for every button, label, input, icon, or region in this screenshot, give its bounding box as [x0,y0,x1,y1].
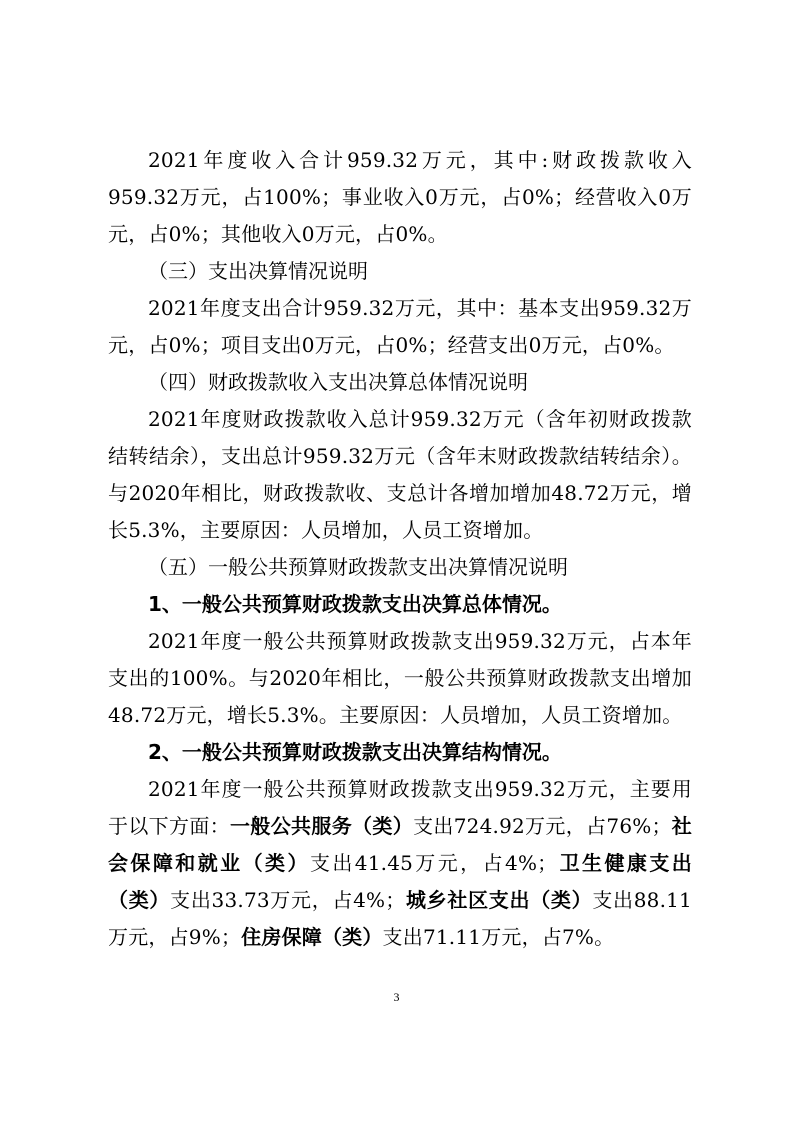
section-heading-4: （四）财政拨款收入支出决算总体情况说明 [148,370,528,394]
category-urban-rural-amount: 支出88.11万元，占9%； [108,888,692,949]
category-housing: 住房保障（类） [241,925,383,949]
category-housing-amount: 支出71.11万元，占7%。 [382,925,615,949]
general-budget-overall-paragraph: 2021年度一般公共预算财政拨款支出959.32万元，占本年支出的100%。与2020年相比，一般公共预算财政拨款支出增加48.72万元，增长5.3%。主要原因：人员增加，人员工资增加。 [108,629,692,727]
category-public-services-amount: 支出724.92万元，占76%； [413,814,672,838]
expenditure-summary-paragraph: 2021年度支出合计959.32万元，其中：基本支出959.32万元，占0%；项目支出0万元，占0%；经营支出0万元，占0%。 [108,296,692,357]
category-social-security: 社会保障和就业（类） [108,814,692,875]
fiscal-allocation-paragraph: 2021年度财政拨款收入总计959.32万元（含年初财政拨款结转结余），支出总计959.32万元（含年末财政拨款结转结余）。与2020年相比，财政拨款收、支总计各增加增加48.72万元，增长5.3%，主要原因：人员增加，人员工资增加。 [108,407,692,542]
document-body [108,142,692,956]
section-heading-3: （三）支出决算情况说明 [148,259,368,283]
category-health: 卫生健康支出（类） [108,851,692,912]
general-budget-structure-paragraph [108,771,692,956]
income-summary-paragraph: 2021年度收入合计959.32万元，其中:财政拨款收入959.32万元，占100%；事业收入0万元，占0%；经营收入0万元，占0%；其他收入0万元，占0%。 [108,148,692,246]
structure-intro: 2021年度一般公共预算财政拨款支出959.32万元，主要用于以下方面： [108,777,692,838]
category-social-security-amount: 支出41.45万元，占4%； [309,851,558,875]
subsection-heading-5-1: 1、一般公共预算财政拨款支出决算总体情况。 [148,592,562,616]
page-number: 3 [393,990,400,1004]
category-health-amount: 支出33.73万元，占4%； [170,888,406,912]
section-heading-5: （五）一般公共预算财政拨款支出决算情况说明 [148,555,568,579]
category-urban-rural: 城乡社区支出（类） [405,888,593,912]
category-public-services: 一般公共服务（类） [230,814,414,838]
subsection-heading-5-2: 2、一般公共预算财政拨款支出决算结构情况。 [148,740,562,764]
